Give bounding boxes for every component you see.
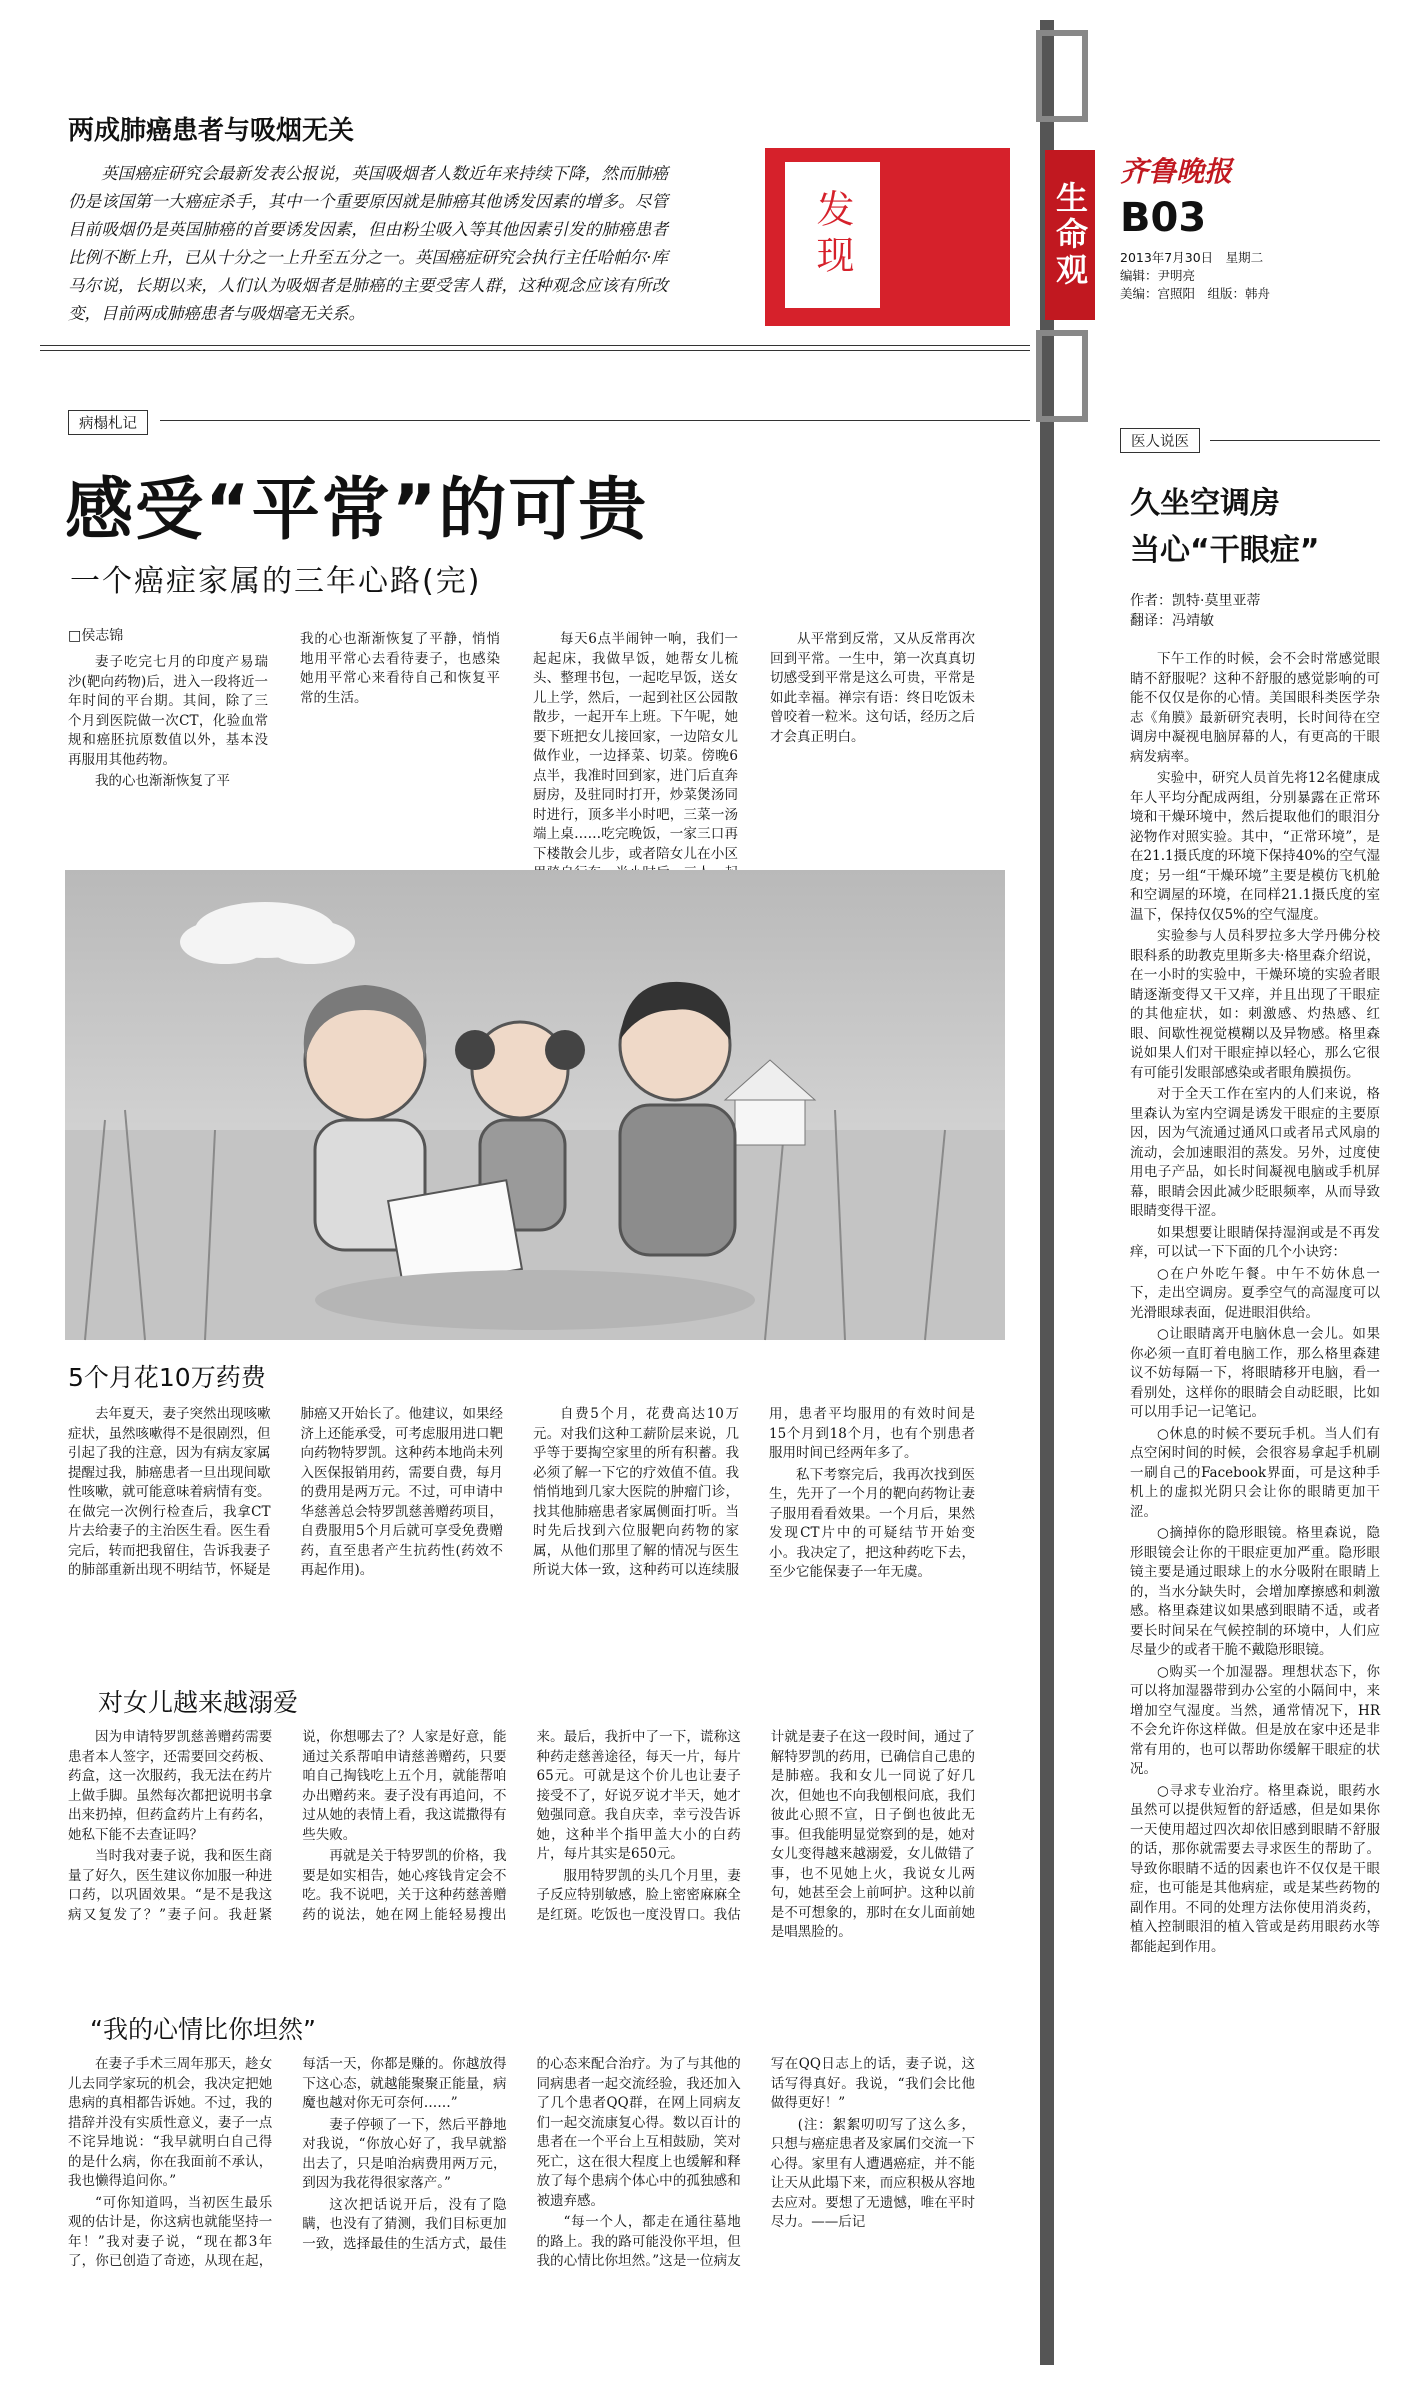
column-tag: 病榻札记: [68, 410, 148, 435]
section-3-title: “我的心情比你坦然”: [90, 2015, 316, 2044]
sec1-paragraph: 自费5个月，花费高达10万元。对我们这种工薪阶层来说，几乎等于要掏空家里的所有积蓄。我必须了解一下它的疗效值不值。我悄悄地到几家大医院的肿瘤门诊，找其他肺癌患者家属侧面打听。当时先后找到六位服靶向药物的家属，从他们那里了解的情况与医生所说大体一致，这种药可以连续服用，患者平均服用的有效时间是15个月到18个月，也有个别患者服用时间已经两年多了。: [533, 1406, 975, 1578]
right-title-line-2: 当心“干眼症”: [1130, 533, 1320, 568]
intro-paragraph: 从平常到反常，又从反常再次回到平常。一生中，第一次真真切切感受到平常是这么可贵，平常是如此幸福。禅宗有语：终日吃饭未曾咬着一粒米。这句话，经历之后才会真正明白。: [770, 631, 975, 745]
right-body: [1130, 650, 1380, 2350]
sec2-paragraph: 再就是关于特罗凯的价格，我要是如实相告，她心疼钱肯定会不吃。我不说吧，关于这种药慈善赠药的说法，她在网上能轻易搜出来。最后，我折中了一下，谎称这种药走慈善途径，每天一片，每片65元。可就是这个价儿也让妻子接受不了，好说歹说才半天，她才勉强同意。我自庆幸，幸亏没告诉她，这种半个指甲盖大小的白药片，每片其实是650元。: [302, 1729, 741, 1923]
right-paragraph: ○摘掉你的隐形眼镜。格里森说，隐形眼镜会让你的干眼症更加严重。隐形眼镜主要是通过眼球上的水分吸附在眼睛上的，当水分缺失时，会增加摩擦感和刺激感。格里森建议如果感到眼睛不适，或者要长时间呆在气候控制的环境中，人们应尽量少的或者干脆不戴隐形眼镜。: [1130, 1525, 1380, 1658]
article-subtitle: 一个癌症家属的三年心路(完): [70, 564, 482, 599]
sec2-columns: [68, 1728, 975, 1993]
sec3-columns: [68, 2055, 975, 2360]
sec2-paragraph: 当时我对妻子说，我和医生商量了好久，医生建议你加服一种进口药，以巩固效果。“是不是我这病又复发了？”妻子问。我赶紧说，你想哪去了？人家是好意，能通过关系帮咱申请慈善赠药，只要咱自己掏钱吃上五个月，就能帮咱办出赠药来。妻子没有再追问，不过从她的表情上看，我这谎撒得有些失败。: [68, 1729, 507, 1923]
article-title: 感受“平常”的可贵: [65, 471, 649, 550]
sec1-col-1-2: [68, 1405, 503, 1665]
top-divider-2: [40, 350, 1030, 351]
intro-paragraph: 妻子吃完七月的印度产易瑞沙(靶向药物)后，进入一段将近一年时间的平台期。其间，除了三个月到医院做一次CT，化验血常规和癌胚抗原数值以外，基本没再服用其他药物。: [68, 654, 268, 768]
sec3-paragraph: “每一个人，都走在通往墓地的路上。我的路可能没你平坦，但我的心情比你坦然。”这是一位病友写在QQ日志上的话，妻子说，这话写得真好。我说，“我们会比他做得更好！”: [536, 2056, 975, 2269]
section-label: 生命观: [1045, 150, 1095, 320]
family-illustration: [65, 870, 1005, 1340]
intro-col-3: [533, 630, 738, 865]
byline: □侯志锦: [68, 628, 124, 644]
discovery-label: 发现: [810, 189, 854, 281]
decorative-pattern-bottom: [1036, 330, 1088, 422]
top-paragraph: 英国癌症研究会最新发表公报说，英国吸烟者人数近年来持续下降，然而肺癌仍是该国第一大癌症杀手，其中一个重要原因就是肺癌其他诱发因素的增多。尽管目前吸烟仍是英国肺癌的首要诱发因素，但由粉尘吸入等其他因素引发的肺癌患者比例不断上升，已从十分之一上升至五分之一。英国癌症研究会执行主任哈帕尔·库马尔说，长期以来，人们认为吸烟者是肺癌的主要受害人群，这种观念应该有所改变，目前两成肺癌患者与吸烟毫无关系。: [68, 164, 668, 323]
sec3-paragraph: 这次把话说开后，没有了隐瞒，也没有了猜测，我们目标更加一致，选择最佳的生活方式，最佳的心态来配合治疗。为了与其他的同病患者一起交流经验，我还加入了几个患者QQ群，在网上同病友们一起交流康复心得。数以百计的患者在一个平台上互相鼓励，笑对死亡，这在很大程度上也缓解和释放了每个患病个体心中的孤独感和被遗弃感。: [302, 2056, 741, 2252]
paper-name: 齐鲁晚报: [1120, 155, 1233, 188]
right-paragraph: 如果想要让眼睛保持湿润或是不再发痒，可以试一下下面的几个小诀窍：: [1130, 1224, 1380, 1260]
right-paragraph: ○让眼睛离开电脑休息一会儿。如果你必须一直盯着电脑工作，那么格里森建议不妨每隔一下，将眼睛移开电脑，看一看别处，这样你的眼睛会自动眨眼，比如可以用手记一记笔记。: [1130, 1326, 1380, 1420]
intro-col-1: [68, 653, 268, 794]
right-paragraph: ○休息的时候不要玩手机。当人们有点空闲时间的时候，会很容易拿起手机刷一刷自己的Facebook界面，可是这种手机上的虚拟光阴只会让你的眼睛更加干涩。: [1130, 1425, 1380, 1520]
sec2-paragraph: 因为申请特罗凯慈善赠药需要患者本人签字，还需要回交药板、药盒，这一次服药，我无法在药片上做手脚。虽然每次都把说明书拿出来扔掉，但药盒药片上有药名，她私下能不去查证吗？: [68, 1729, 273, 1843]
right-paragraph: ○寻求专业治疗。格里森说，眼药水虽然可以提供短暂的舒适感，但是如果你一天使用超过四次却依旧感到眼睛不舒服的话，那你就需要去寻求医生的帮助了。导致你眼睛不适的因素也许不仅仅是干眼症，也可能是其他病症，或是某些药物的副作用。不同的处理方法你使用消炎药，植入控制眼泪的植入管或是药用眼药水等都能起到作用。: [1130, 1782, 1380, 1955]
discovery-badge: [765, 148, 1010, 326]
top-divider: [40, 345, 1030, 346]
right-paragraph: 实验中，研究人员首先将12名健康成年人平均分配成两组，分别暴露在正常环境和干燥环境中，然后提取他们的眼泪分泌物作对照实验。其中，“正常环境”，是在21.1摄氏度的环境下保持40%的空气湿度；另一组“干燥环境”主要是模仿飞机舱和空调屋的环境，在同样21.1摄氏度的室温下，保持仅仅5%的空气湿度。: [1130, 770, 1380, 923]
intro-paragraph: 每天6点半闹钟一响，我们一起起床，我做早饭，她帮女儿梳头、整理书包，一起吃早饭，送女儿上学，然后，一起到社区公园散散步，一起开车上班。下午呢，她要下班把女儿接回家，一边陪女儿做作业，一边择菜、切菜。傍晚6点半，我准时回到家，进门后直奔厨房，及驻同时打开，炒菜煲汤同时进行，顶多半小时吧，三菜一汤端上桌……吃完晚饭，一家三口再下楼散会儿步，或者陪女儿在小区: [533, 631, 738, 862]
page-number: B03: [1120, 195, 1207, 241]
sec2-paragraph: 服用特罗凯的头几个月里，妻子反应特别敏感，脸上密密麻麻全是红斑。吃饭也一度没胃口。我估计就是妻子在这一段时间，通过了解特罗凯的药用，已确信自己患的是肺癌。我和女儿一同说了好几次，但她也不向我刨根问底，我们彼此心照不宣，日子倒也彼此无事。但我能明显觉察到的是，她对女儿变得越来越溺爱，女儿做错了事，也不见她上火，我说女儿两句，她甚至会上前呵护。这种以前是不可想象的，那时在女儿面前她是唱黑脸的。: [536, 1729, 975, 1940]
sec1-paragraph: 私下考察完后，我再次找到医生，先开了一个月的靶向药物让妻子服用看看效果。一个月后，果然发现CT片中的可疑结节开始变小。我决定了，把这种药吃下去，至少它能保妻子一年无虞。: [769, 1466, 975, 1580]
section-2-title: 对女儿越来越溺爱: [98, 1688, 299, 1717]
sec1-paragraph: 去年夏天，妻子突然出现咳嗽症状，虽然咳嗽得不是很剧烈，但引起了我的注意，因为有病友家属提醒过我，肺癌患者一旦出现间歇性咳嗽，就可能意味着病情有变。在做完一次例行检查后，我拿CT片去给妻子的主治医生看。医生看完后，转而把我留住，告诉我妻子的肺部重新出现不明结节，怀疑是肺癌又开始长了。他建议，如果经济上还能承受，可考虑服用进口靶向药物特罗凯。这种药本地尚未列入医保报销用药，需要自费，每月的费用是两万元。不过，可申请中华慈善总会特罗凯慈善赠药项目，自费服用5个月后就可享受免费赠药，直至患者产生抗药性(药效不再起作用)。: [68, 1406, 503, 1578]
right-paragraph: 实验参与人员科罗拉多大学丹佛分校眼科系的助教克里斯多夫·格里森介绍说，在一小时的实验中，干燥环境的实验者眼睛逐渐变得又干又痒，并且出现了干眼症的其他症状，如：刺激感、灼热感、红眼、间歇性视觉模糊以及异物感。格里森说如果人们对干眼症掉以轻心，那么它很有可能引发眼部感染或者眼角膜损伤。: [1130, 928, 1380, 1081]
sec3-paragraph: 妻子停顿了一下，然后平静地对我说，“你放心好了，我早就豁出去了，只是咱治病费用两万元，到因为我花得很家落产。”: [302, 2116, 507, 2191]
intro-paragraph: 我的心也渐渐恢复了平静，悄悄地用平常心去看待妻子，也感染她用平常心来看待自己和恢复平常的生活。: [300, 631, 500, 706]
right-paragraph: 对于全天工作在室内的人们来说，格里森认为室内空调是诱发干眼症的主要原因，因为气流通过通风口或者吊式风扇的流动，会加速眼泪的蒸发。另外，过度使用电子产品，如长时间凝视电脑或手机屏幕，眼睛会因此减少眨眼频率，从而导致眼睛变得干涩。: [1130, 1086, 1380, 1219]
editor: 编辑：尹明亮: [1120, 268, 1196, 283]
designer: 美编：宫照阳 组版：韩舟: [1120, 286, 1271, 301]
sec3-paragraph: (注：絮絮叨叨写了这么多，只想与癌症患者及家属们交流一下心得。家里有人遭遇癌症，并不能让天从此塌下来，而应积极从容地去应对。要想了无遗憾，唯在平时尽力。——后记: [770, 2116, 975, 2230]
right-tag-rule: [1210, 440, 1380, 441]
family-illustration-art: [65, 870, 1005, 1340]
intro-paragraph: 我的心也渐渐恢复了平: [95, 773, 230, 789]
sec3-paragraph: “可你知道吗，当初医生最乐观的估计是，你这病也就能坚持一年！”我对妻子说，“现在都3年了，你已创造了奇迹，从现在起，每活一天，你都是赚的。你越放得下这心态，就越能聚聚正能量，病魔也越对你无可奈何……”: [68, 2056, 507, 2269]
sec1-col-3-4: [533, 1405, 975, 1665]
right-paragraph: 下午工作的时候，会不会时常感觉眼睛不舒服呢？这种不舒服的感觉影响的可能不仅仅是你的心情。美国眼科类医学杂志《角膜》最新研究表明，长时间待在空调房中凝视电脑屏幕的人，有更高的干眼病发病率。: [1130, 651, 1380, 765]
right-title-line-1: 久坐空调房: [1130, 486, 1280, 521]
decorative-pattern-top: [1036, 30, 1088, 122]
intro-col-4: [770, 630, 975, 865]
top-headline: 两成肺癌患者与吸烟无关: [68, 116, 355, 146]
right-column-tag: 医人说医: [1120, 428, 1200, 453]
issue-date: 2013年7月30日 星期二: [1120, 250, 1264, 265]
right-paragraph: ○在户外吃午餐。中午不妨休息一下，走出空调房。夏季空气的高湿度可以光滑眼球表面，促进眼泪供给。: [1130, 1265, 1380, 1321]
section-1-title: 5个月花10万药费: [68, 1363, 266, 1392]
right-author: 作者：凯特·莫里亚蒂: [1130, 593, 1261, 609]
right-paragraph: ○购买一个加湿器。理想状态下，你可以将加湿器带到办公室的小隔间中，来增加空气湿度。当然，通常情况下，HR不会允许你这样做。但是放在家中还是非常有用的，也可以帮助你缓解干眼症的状况。: [1130, 1663, 1380, 1777]
intro-col-2: [300, 630, 500, 710]
right-translator: 翻译：冯靖敏: [1130, 613, 1214, 629]
column-tag-rule: [160, 420, 1030, 421]
sec3-paragraph: 在妻子手术三周年那天，趁女儿去同学家玩的机会，我决定把她患病的真相都告诉她。不过，我的措辞并没有实质性意义，妻子一点不诧异地说：“我早就明白自己得的是什么病，你在我面前不承认，我也懒得追问你。”: [68, 2056, 273, 2189]
